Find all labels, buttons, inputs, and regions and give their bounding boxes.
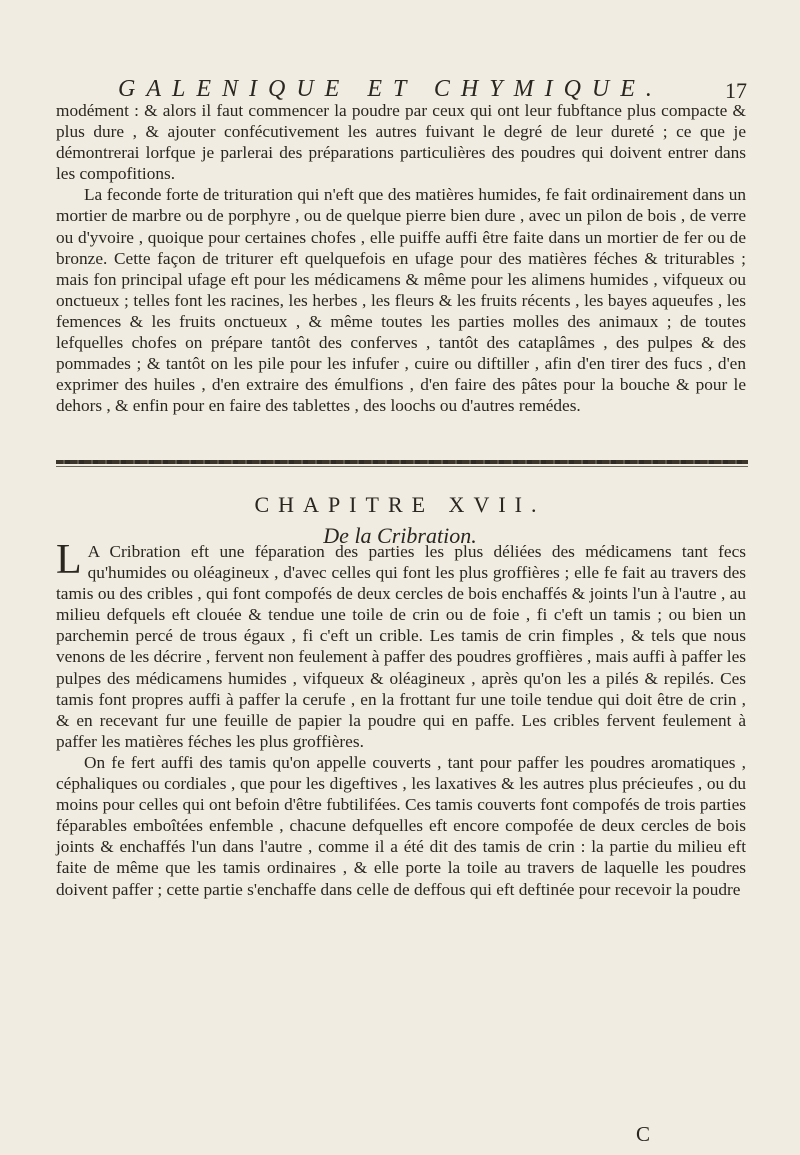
chapter-title: De la Cribration. [323,523,477,548]
text-block-trituration [56,100,746,416]
ornamental-rule-thin [56,466,748,467]
paragraph-text: A Cribration eft une féparation des parties les plus déliées des médicamens tant fecs qu'humides ou oléagineux , d'avec celles qui font les plus groffières ; elle fe fait au travers des tamis ou des cribles , qui font compofés de deux cercles de bois enchaffés & joints l'un à l'autre , au milieu defquels eft clouée & tendue une toile de crin ou de foie , fi c'eft un tamis ; ou bien un parchemin percé de trous égaux , fi c'eft un crible. Les tamis de crin fimples , & tels que nous venons de les décrire , fervent non feulement à paffer des poudres groffières , mais auffi à paffer les pulpes des médicamens humides , vifqueux & oléagineux , après qu'on les a pilés & repilés. Ces tamis font propres auffi à paffer la cerufe , en la frottant fur une toile tendue qui doit être de crin , & en recevant fur une feuille de papier la poudre qui en paffe. Les cribles fervent feulement à paffer les matières féches les plus groffières. [56,542,746,751]
paragraph: On fe fert auffi des tamis qu'on appelle couverts , tant pour paffer les poudres aromatiques , céphaliques ou cordiales , que pour les digeftives , les laxatives & les autres plus précieufes , ou du moins pour celles qui ont befoin d'être fubtilifées. Ces tamis couverts font compofés de trois parties féparables emboîtées enfemble , chacune defquelles eft encore compofée de deux cercles de bois joints & enchaffés l'un dans l'autre , comme il a été dit des tamis de crin : la partie du milieu eft faite de même que les tamis ordinaires , & elle porte la toile au travers de laquelle les poudres doivent paffer ; cette partie s'enchaffe dans celle de deffous qui eft deftinée pour recevoir la poudre [56,752,746,899]
chapter-heading: CHAPITRE XVII. [254,492,546,517]
ornamental-rule [56,460,748,464]
paragraph: modément : & alors il faut commencer la poudre par ceux qui ont leur fubftance plus compacte & plus dure , & ajouter confécutivement les autres fuivant le degré de leur dureté ; ce que je démontrerai lorfque je parlerai des préparations particulières des poudres qui doivent entrer dans les compofitions. [56,101,746,184]
paragraph [56,537,746,752]
text-block-cribration [56,537,746,900]
running-title: GALENIQUE ET CHYMIQUE. [118,76,663,102]
page-number: 17 [725,78,747,103]
signature-mark: C [636,1122,651,1146]
paragraph: La feconde forte de trituration qui n'eft que des matières humides, fe fait ordinairement dans un mortier de marbre ou de porphyre , ou de quelque pierre bien dure , avec un pilon de bois , de verre ou d'yvoire , quoique pour certaines chofes , elle puiffe auffi être faite dans un mortier de fer ou de bronze. Cette façon de triturer eft quelquefois en ufage pour des matières féches & triturables ; mais fon principal ufage eft pour les médicamens & même pour les alimens humides , vifqueux ou onctueux ; telles font les racines, les herbes , les fleurs & les fruits récents , les bayes aqueufes , les femences & les fruits onctueux , & même toutes les parties molles des animaux ; de toutes lefquelles chofes on prépare tantôt des conferves , tantôt des cataplâmes , des pulpes & des pommades ; & tantôt on les pile pour les infufer , cuire ou diftiller , afin d'en tirer des fucs , d'en exprimer des huiles , d'en extraire des émulfions , d'en faire des pâtes pour la bouche & pour le dehors , & enfin pour en faire des tablettes , des loochs ou d'autres remédes. [56,185,746,416]
drop-cap: L [56,537,82,583]
